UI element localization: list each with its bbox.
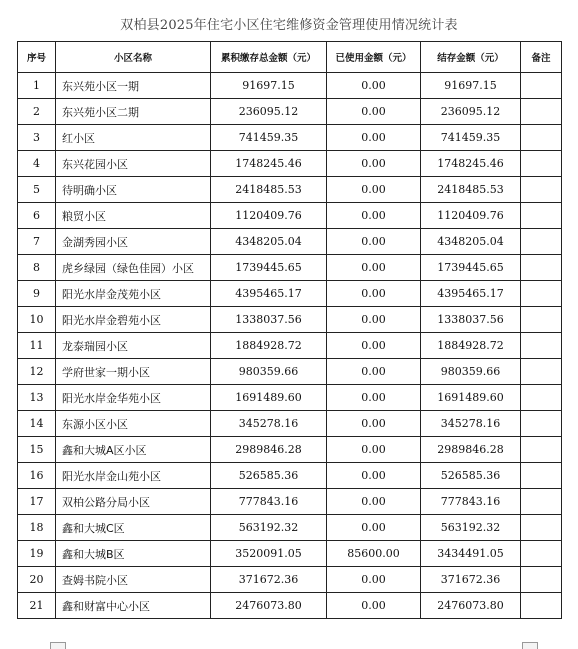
cell-balance: 1691489.60 xyxy=(421,385,521,411)
table-row xyxy=(18,385,562,411)
cell-used: 0.00 xyxy=(327,203,421,229)
cell-name: 鑫和大城B区 xyxy=(56,541,211,567)
cell-index: 10 xyxy=(18,307,56,333)
cell-total: 4395465.17 xyxy=(211,281,327,307)
cell-balance: 236095.12 xyxy=(421,99,521,125)
cell-index: 12 xyxy=(18,359,56,385)
cell-index: 14 xyxy=(18,411,56,437)
cell-total: 345278.16 xyxy=(211,411,327,437)
cell-balance: 741459.35 xyxy=(421,125,521,151)
cell-balance: 4348205.04 xyxy=(421,229,521,255)
table-row xyxy=(18,99,562,125)
cell-name: 鑫和大城A区小区 xyxy=(56,437,211,463)
table-row xyxy=(18,151,562,177)
maintenance-fund-table xyxy=(17,41,562,619)
cell-total: 1120409.76 xyxy=(211,203,327,229)
cell-note xyxy=(521,125,562,151)
cell-index: 15 xyxy=(18,437,56,463)
cell-index: 20 xyxy=(18,567,56,593)
cell-used: 0.00 xyxy=(327,567,421,593)
cell-name: 阳光水岸金碧苑小区 xyxy=(56,307,211,333)
header-note: 备注 xyxy=(521,42,562,73)
cell-total: 1739445.65 xyxy=(211,255,327,281)
cell-note xyxy=(521,567,562,593)
cell-balance: 1120409.76 xyxy=(421,203,521,229)
cell-total: 563192.32 xyxy=(211,515,327,541)
cell-name: 阳光水岸金华苑小区 xyxy=(56,385,211,411)
header-total: 累积缴存总金额（元） xyxy=(211,42,327,73)
cell-note xyxy=(521,489,562,515)
cell-used: 0.00 xyxy=(327,255,421,281)
cell-used: 0.00 xyxy=(327,177,421,203)
table-row xyxy=(18,177,562,203)
cell-note xyxy=(521,281,562,307)
cell-note xyxy=(521,463,562,489)
cell-used: 0.00 xyxy=(327,437,421,463)
cell-balance: 1884928.72 xyxy=(421,333,521,359)
cell-index: 2 xyxy=(18,99,56,125)
header-balance: 结存金额（元） xyxy=(421,42,521,73)
cell-index: 17 xyxy=(18,489,56,515)
cell-name: 金湖秀园小区 xyxy=(56,229,211,255)
cell-balance: 91697.15 xyxy=(421,73,521,99)
cell-used: 0.00 xyxy=(327,463,421,489)
table-row xyxy=(18,515,562,541)
cell-balance: 1748245.46 xyxy=(421,151,521,177)
cell-total: 1338037.56 xyxy=(211,307,327,333)
table-row xyxy=(18,359,562,385)
cell-used: 0.00 xyxy=(327,333,421,359)
table-row xyxy=(18,567,562,593)
cell-total: 526585.36 xyxy=(211,463,327,489)
cell-name: 东兴苑小区一期 xyxy=(56,73,211,99)
cell-used: 0.00 xyxy=(327,307,421,333)
cell-index: 3 xyxy=(18,125,56,151)
cell-index: 1 xyxy=(18,73,56,99)
cell-note xyxy=(521,177,562,203)
cell-name: 阳光水岸金山苑小区 xyxy=(56,463,211,489)
cell-total: 1884928.72 xyxy=(211,333,327,359)
cell-total: 91697.15 xyxy=(211,73,327,99)
cell-index: 16 xyxy=(18,463,56,489)
cell-name: 查姆书院小区 xyxy=(56,567,211,593)
cell-used: 0.00 xyxy=(327,489,421,515)
cell-name: 红小区 xyxy=(56,125,211,151)
cell-total: 2989846.28 xyxy=(211,437,327,463)
cell-total: 4348205.04 xyxy=(211,229,327,255)
cell-total: 1691489.60 xyxy=(211,385,327,411)
cell-used: 0.00 xyxy=(327,593,421,619)
cell-name: 学府世家一期小区 xyxy=(56,359,211,385)
cell-used: 0.00 xyxy=(327,229,421,255)
cell-balance: 1739445.65 xyxy=(421,255,521,281)
table-body xyxy=(18,73,562,619)
cell-name: 虎乡绿园（绿色佳园）小区 xyxy=(56,255,211,281)
cell-note xyxy=(521,437,562,463)
cell-note xyxy=(521,151,562,177)
cell-name: 鑫和大城C区 xyxy=(56,515,211,541)
cell-note xyxy=(521,73,562,99)
cell-balance: 980359.66 xyxy=(421,359,521,385)
table-row xyxy=(18,333,562,359)
header-index: 序号 xyxy=(18,42,56,73)
cell-name: 粮贸小区 xyxy=(56,203,211,229)
table-row xyxy=(18,437,562,463)
cell-index: 6 xyxy=(18,203,56,229)
table-row xyxy=(18,125,562,151)
table-row xyxy=(18,411,562,437)
cell-name: 鑫和财富中心小区 xyxy=(56,593,211,619)
cell-name: 阳光水岸金茂苑小区 xyxy=(56,281,211,307)
cell-total: 2418485.53 xyxy=(211,177,327,203)
cell-index: 4 xyxy=(18,151,56,177)
cell-index: 8 xyxy=(18,255,56,281)
cell-total: 2476073.80 xyxy=(211,593,327,619)
cell-total: 980359.66 xyxy=(211,359,327,385)
cell-total: 777843.16 xyxy=(211,489,327,515)
cell-balance: 2476073.80 xyxy=(421,593,521,619)
cell-index: 5 xyxy=(18,177,56,203)
cell-name: 东兴花园小区 xyxy=(56,151,211,177)
cell-balance: 3434491.05 xyxy=(421,541,521,567)
table-row xyxy=(18,73,562,99)
table-row xyxy=(18,203,562,229)
cell-total: 236095.12 xyxy=(211,99,327,125)
cell-total: 741459.35 xyxy=(211,125,327,151)
header-name: 小区名称 xyxy=(56,42,211,73)
table-row xyxy=(18,593,562,619)
cell-balance: 777843.16 xyxy=(421,489,521,515)
cell-index: 11 xyxy=(18,333,56,359)
table-row xyxy=(18,463,562,489)
cell-used: 0.00 xyxy=(327,359,421,385)
cell-name: 东源小区小区 xyxy=(56,411,211,437)
cell-used: 0.00 xyxy=(327,515,421,541)
cell-name: 双柏公路分局小区 xyxy=(56,489,211,515)
cell-balance: 4395465.17 xyxy=(421,281,521,307)
cell-note xyxy=(521,99,562,125)
cell-note xyxy=(521,307,562,333)
cell-used: 0.00 xyxy=(327,73,421,99)
cell-note xyxy=(521,385,562,411)
table-row xyxy=(18,489,562,515)
document-title: 双柏县2025年住宅小区住宅维修资金管理使用情况统计表 xyxy=(120,18,458,33)
cell-used: 0.00 xyxy=(327,151,421,177)
cell-total: 3520091.05 xyxy=(211,541,327,567)
cell-used: 0.00 xyxy=(327,385,421,411)
cell-used: 85600.00 xyxy=(327,541,421,567)
table-row xyxy=(18,541,562,567)
cell-used: 0.00 xyxy=(327,281,421,307)
cell-balance: 526585.36 xyxy=(421,463,521,489)
cell-used: 0.00 xyxy=(327,411,421,437)
cell-note xyxy=(521,229,562,255)
cell-name: 东兴苑小区二期 xyxy=(56,99,211,125)
table-header-row xyxy=(18,42,562,73)
cell-index: 13 xyxy=(18,385,56,411)
table-row xyxy=(18,229,562,255)
cell-index: 21 xyxy=(18,593,56,619)
cell-balance: 371672.36 xyxy=(421,567,521,593)
table-row xyxy=(18,281,562,307)
cell-total: 371672.36 xyxy=(211,567,327,593)
cell-name: 龙泰瑞园小区 xyxy=(56,333,211,359)
cell-used: 0.00 xyxy=(327,125,421,151)
cell-name: 待明确小区 xyxy=(56,177,211,203)
cell-index: 7 xyxy=(18,229,56,255)
cell-balance: 2418485.53 xyxy=(421,177,521,203)
cell-note xyxy=(521,203,562,229)
cell-note xyxy=(521,515,562,541)
cell-used: 0.00 xyxy=(327,99,421,125)
cell-balance: 2989846.28 xyxy=(421,437,521,463)
cell-note xyxy=(521,333,562,359)
cell-total: 1748245.46 xyxy=(211,151,327,177)
cell-note xyxy=(521,255,562,281)
cell-note xyxy=(521,411,562,437)
cell-note xyxy=(521,593,562,619)
cell-note xyxy=(521,359,562,385)
cell-balance: 1338037.56 xyxy=(421,307,521,333)
header-used: 已使用金额（元） xyxy=(327,42,421,73)
cell-balance: 563192.32 xyxy=(421,515,521,541)
cell-note xyxy=(521,541,562,567)
table-row xyxy=(18,307,562,333)
cell-index: 9 xyxy=(18,281,56,307)
cell-balance: 345278.16 xyxy=(421,411,521,437)
cell-index: 18 xyxy=(18,515,56,541)
cell-index: 19 xyxy=(18,541,56,567)
table-row xyxy=(18,255,562,281)
